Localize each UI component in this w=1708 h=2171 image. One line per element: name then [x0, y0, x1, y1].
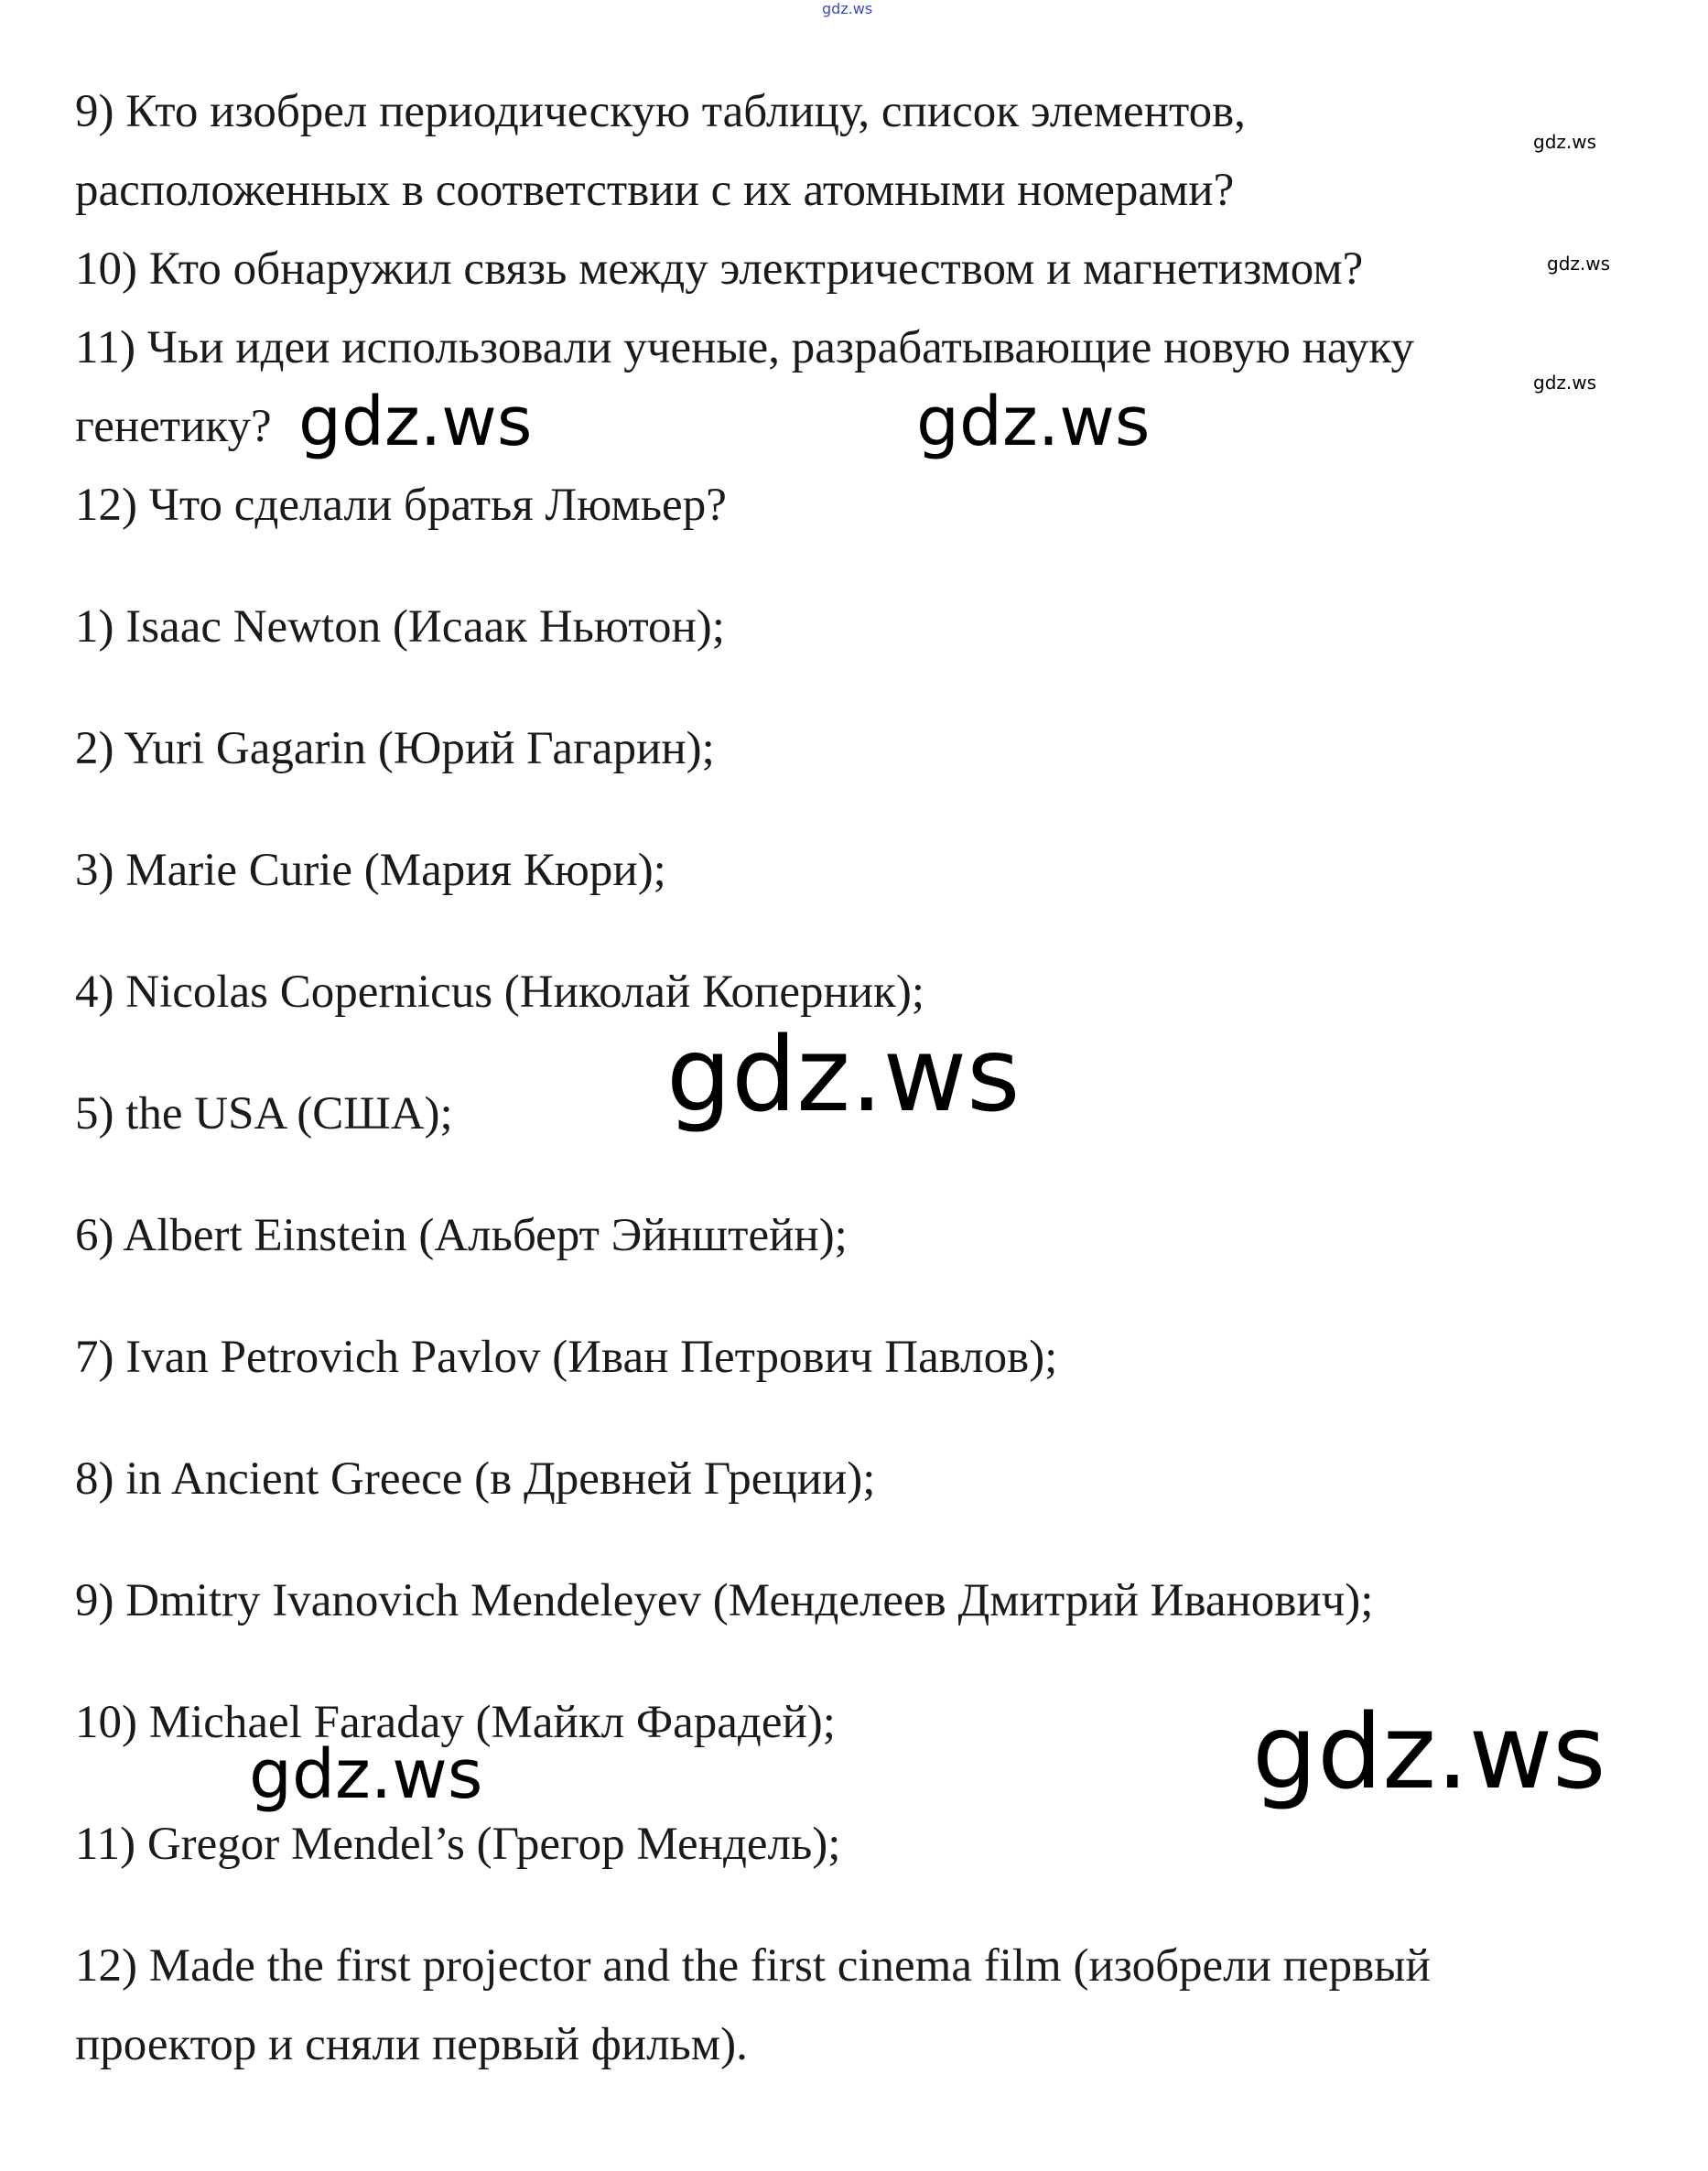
- question-10: 10) Кто обнаружил связь между электричеством и магнетизмом?: [75, 243, 1364, 295]
- answer-2: 2) Yuri Gagarin (Юрий Гагарин);: [75, 723, 715, 774]
- watermark-medium: gdz.ws: [249, 1735, 483, 1814]
- answer-6: 6) Albert Einstein (Альберт Эйнштейн);: [75, 1210, 848, 1261]
- answer-12-line-2: проектор и сняли первый фильм).: [75, 2019, 748, 2070]
- answer-12-line-1: 12) Made the first projector and the first cinema film (изобрели первый: [75, 1940, 1431, 1992]
- answer-1: 1) Isaac Newton (Исаак Ньютон);: [75, 601, 725, 653]
- watermark-small: gdz.ws: [1547, 253, 1611, 275]
- answer-7: 7) Ivan Petrovich Pavlov (Иван Петрович Павлов);: [75, 1332, 1058, 1383]
- question-11-line-1: 11) Чьи идеи использовали ученые, разрабатывающие новую науку: [75, 322, 1414, 373]
- question-12: 12) Что сделали братья Люмьер?: [75, 480, 727, 531]
- question-9-line-2: расположенных в соответствии с их атомными номерами?: [75, 165, 1235, 216]
- watermark-large: gdz.ws: [666, 1016, 1021, 1135]
- watermark-medium: gdz.ws: [916, 383, 1151, 461]
- watermark-small: gdz.ws: [1533, 372, 1597, 394]
- answer-11: 11) Gregor Mendel’s (Грегор Мендель);: [75, 1819, 841, 1870]
- question-9-line-1: 9) Кто изобрел периодическую таблицу, список элементов,: [75, 86, 1246, 137]
- answer-10: 10) Michael Faraday (Майкл Фарадей);: [75, 1697, 836, 1748]
- watermark-top: gdz.ws: [822, 0, 873, 17]
- answer-5: 5) the USA (США);: [75, 1088, 453, 1140]
- answer-9: 9) Dmitry Ivanovich Mendeleyev (Менделеев Дмитрий Иванович);: [75, 1575, 1374, 1626]
- question-11-line-2: генетику?: [75, 401, 272, 452]
- watermark-large: gdz.ws: [1252, 1693, 1606, 1812]
- watermark-small: gdz.ws: [1533, 131, 1597, 153]
- watermark-medium: gdz.ws: [298, 383, 533, 461]
- answer-8: 8) in Ancient Greece (в Древней Греции);: [75, 1453, 876, 1505]
- answer-3: 3) Marie Curie (Мария Кюри);: [75, 845, 666, 896]
- answer-4: 4) Nicolas Copernicus (Николай Коперник);: [75, 967, 924, 1018]
